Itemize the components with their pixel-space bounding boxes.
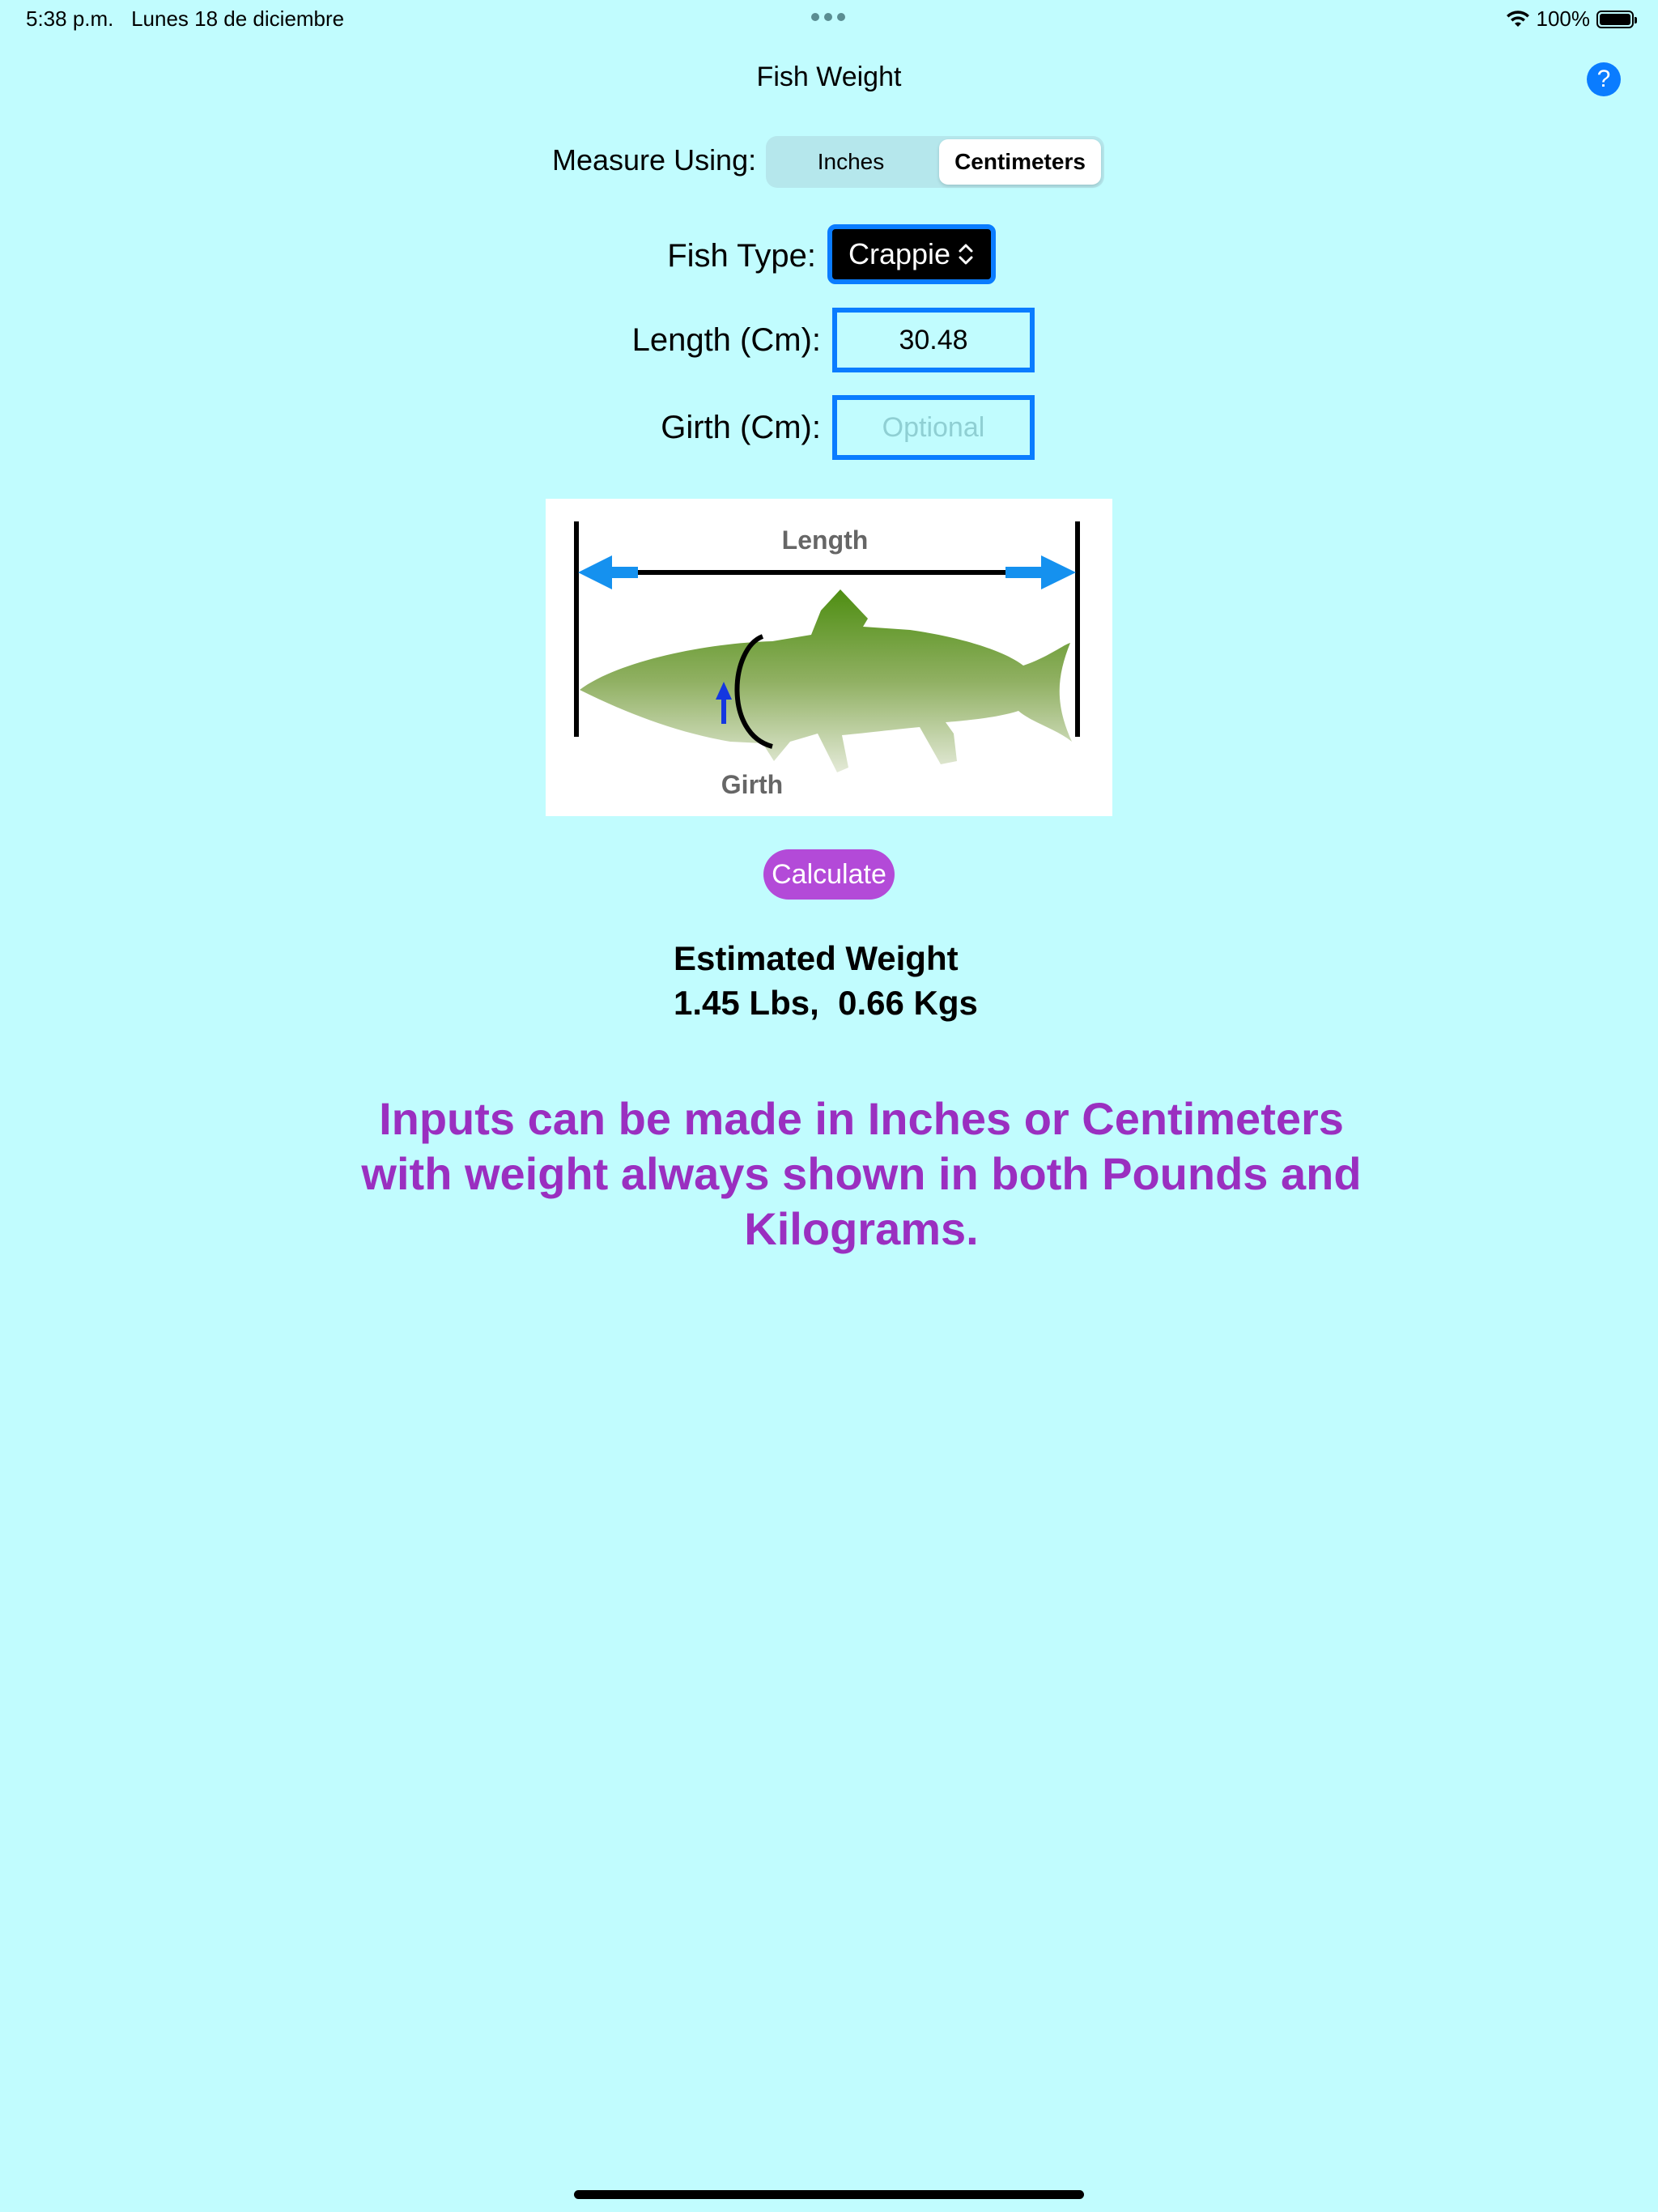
measure-using-label: Measure Using:	[552, 143, 757, 177]
fish-diagram-image	[546, 499, 1112, 816]
battery-percent: 100%	[1536, 6, 1590, 31]
status-date: Lunes 18 de diciembre	[131, 6, 345, 31]
status-time-date	[26, 6, 344, 32]
result-values: 1.45 Lbs, 0.66 Kgs	[674, 984, 978, 1022]
battery-icon	[1596, 11, 1634, 28]
diagram-girth-label: Girth	[721, 770, 784, 799]
multitasking-dots-icon[interactable]	[811, 13, 845, 21]
help-button[interactable]: ?	[1587, 62, 1621, 96]
calculate-button[interactable]: Calculate	[763, 849, 895, 900]
page-title: Fish Weight	[756, 62, 902, 92]
status-time: 5:38 p.m.	[26, 6, 114, 31]
fish-measurement-diagram	[546, 499, 1112, 816]
segment-centimeters[interactable]: Centimeters	[939, 139, 1101, 185]
length-label: Length (Cm):	[631, 322, 821, 358]
unit-segmented-control	[766, 136, 1104, 188]
home-indicator[interactable]	[574, 2190, 1084, 2199]
segment-inches[interactable]: Inches	[817, 149, 885, 174]
result-heading: Estimated Weight	[674, 939, 959, 977]
fish-type-picker[interactable]	[827, 224, 996, 284]
info-text: Inputs can be made in Inches or Centimeters with weight always shown in both Pounds and Kilograms.	[361, 1093, 1362, 1254]
wifi-icon	[1506, 11, 1530, 28]
chevron-up-down-icon	[957, 242, 975, 266]
length-input[interactable]	[832, 308, 1035, 372]
girth-input[interactable]	[832, 395, 1035, 460]
fish-type-value: Crappie	[848, 237, 951, 270]
girth-label: Girth (Cm):	[661, 410, 821, 445]
diagram-length-label: Length	[781, 525, 869, 555]
fish-type-label: Fish Type:	[667, 238, 816, 274]
status-right	[1506, 6, 1635, 32]
